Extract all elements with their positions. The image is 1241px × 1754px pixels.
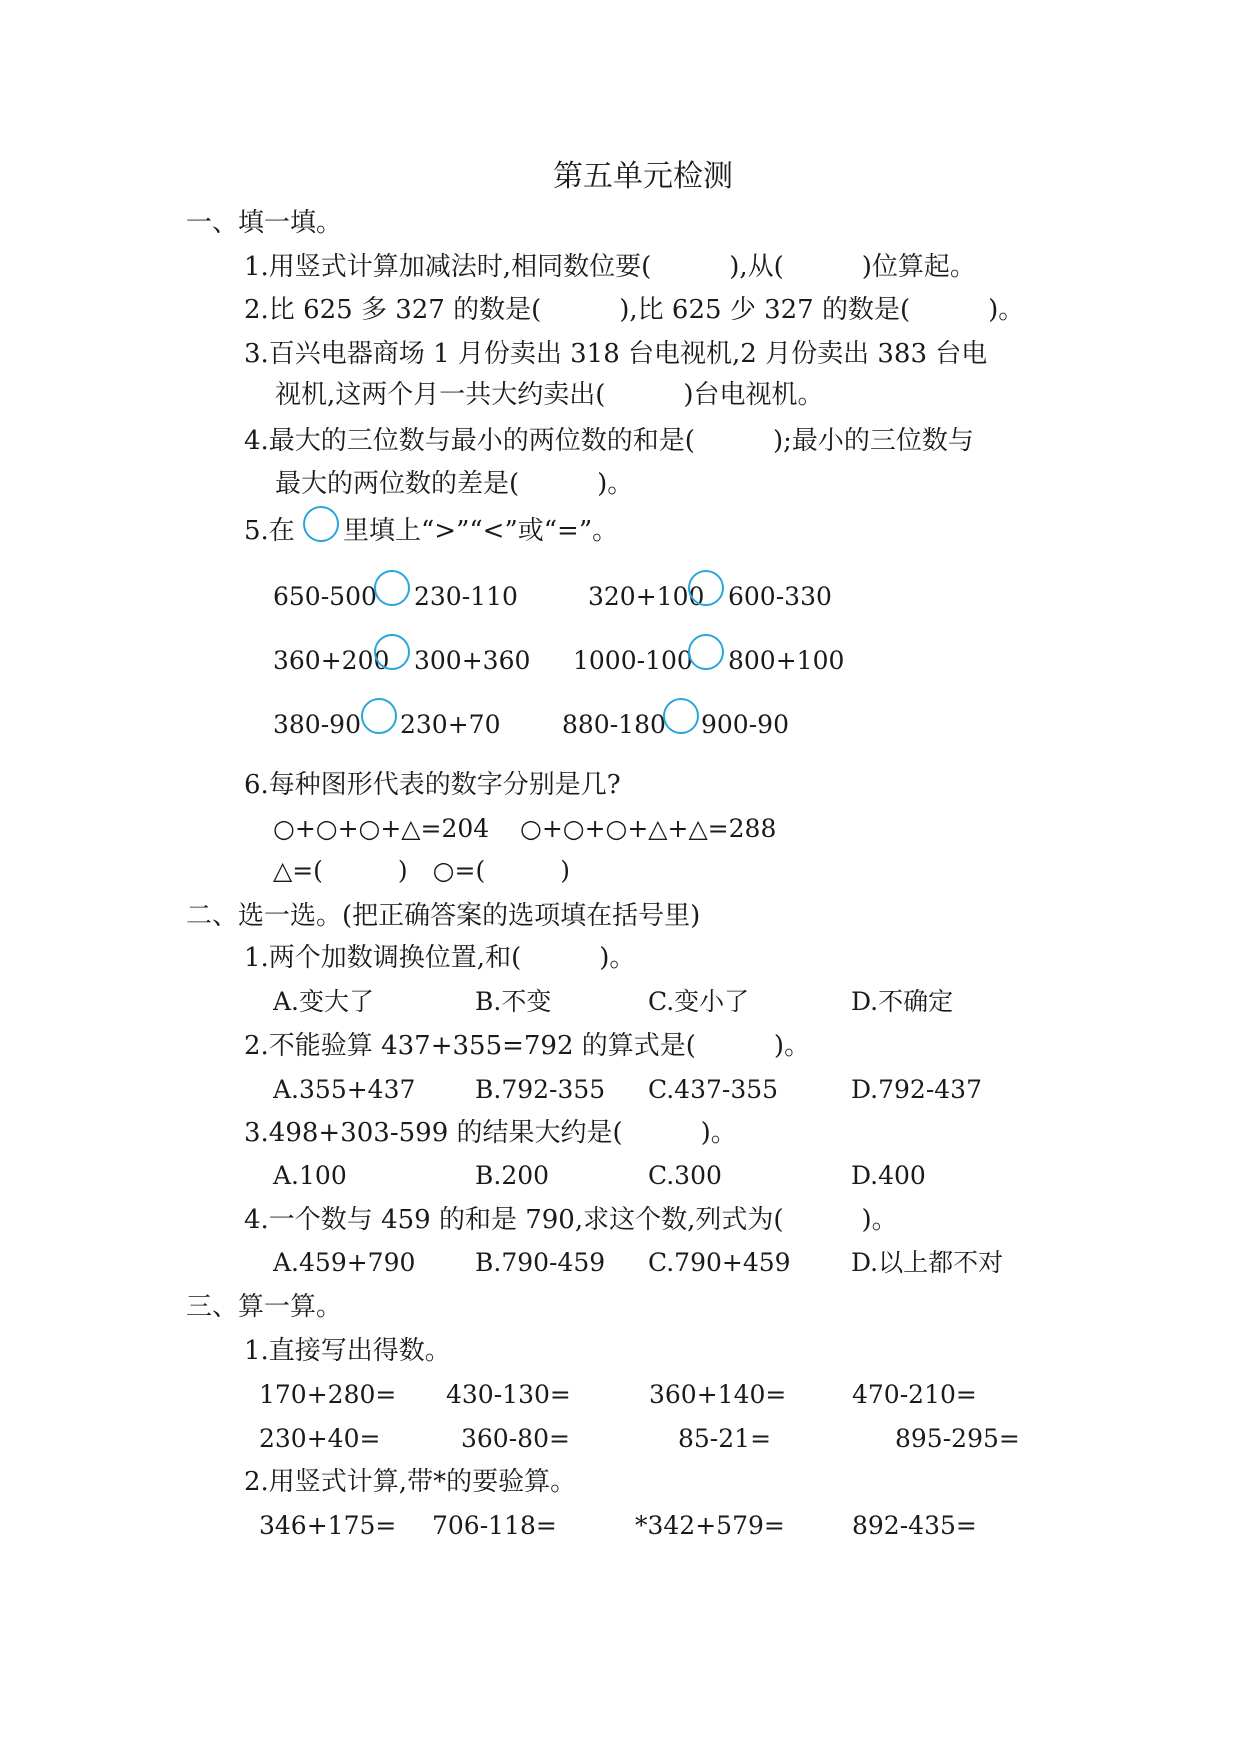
calc-item: 706-118= (432, 1511, 557, 1540)
question-1-2: 2.比 625 多 327 的数是( ),比 625 少 327 的数是( )。 (244, 295, 1025, 325)
choice-option-d[interactable]: D.792-437 (851, 1075, 982, 1104)
compare-right: 230+70 (400, 710, 501, 739)
choice-option-a[interactable]: A.355+437 (273, 1075, 416, 1104)
compare-right: 600-330 (728, 582, 832, 611)
choice-question-3: 3.498+303-599 的结果大约是( )。 (244, 1118, 737, 1148)
compare-left: 380-90 (273, 710, 361, 739)
choice-option-c[interactable]: C.变小了 (648, 987, 750, 1016)
compare-blank-circle[interactable] (374, 570, 410, 606)
compare-right: 800+100 (728, 646, 845, 675)
question-1-3-line2: 视机,这两个月一共大约卖出( )台电视机。 (275, 380, 824, 410)
question-1-5-suffix: 里填上“>”“<”或“=”。 (343, 516, 619, 546)
compare-left: 320+100 (588, 582, 705, 611)
choice-option-a[interactable]: A.459+790 (273, 1248, 416, 1277)
compare-left: 880-180 (562, 710, 666, 739)
section-3-heading: 三、算一算。 (186, 1292, 343, 1322)
choice-option-b[interactable]: B.不变 (475, 987, 552, 1016)
choice-question-4: 4.一个数与 459 的和是 790,求这个数,列式为( )。 (244, 1205, 898, 1235)
calc-item: 360+140= (649, 1380, 787, 1409)
choice-option-b[interactable]: B.790-459 (475, 1248, 606, 1277)
question-1-4-line2: 最大的两位数的差是( )。 (275, 469, 634, 499)
calc-question-1: 1.直接写出得数。 (244, 1336, 451, 1366)
choice-option-c[interactable]: C.300 (648, 1161, 722, 1190)
choice-question-1: 1.两个加数调换位置,和( )。 (244, 943, 636, 973)
shape-equation-2: ○+○+○+△+△=288 (520, 814, 777, 843)
choice-option-b[interactable]: B.200 (475, 1161, 550, 1190)
question-1-4-line1: 4.最大的三位数与最小的两位数的和是( );最小的三位数与 (244, 426, 974, 456)
calc-item: 895-295= (895, 1424, 1020, 1453)
choice-option-d[interactable]: D.以上都不对 (851, 1248, 1004, 1277)
choice-option-d[interactable]: D.不确定 (851, 987, 954, 1016)
calc-item: 430-130= (446, 1380, 571, 1409)
choice-question-2: 2.不能验算 437+355=792 的算式是( )。 (244, 1031, 811, 1061)
compare-blank-circle[interactable] (374, 634, 410, 670)
calc-item: 85-21= (678, 1424, 772, 1453)
calc-item: 360-80= (461, 1424, 570, 1453)
choice-option-c[interactable]: C.790+459 (648, 1248, 791, 1277)
choice-option-b[interactable]: B.792-355 (475, 1075, 606, 1104)
calc-item: 170+280= (259, 1380, 397, 1409)
compare-blank-circle[interactable] (361, 698, 397, 734)
section-2-heading: 二、选一选。(把正确答案的选项填在括号里) (186, 901, 701, 931)
compare-blank-circle[interactable] (663, 698, 699, 734)
choice-option-a[interactable]: A.100 (273, 1161, 347, 1190)
compare-blank-circle[interactable] (688, 570, 724, 606)
compare-left: 1000-100 (573, 646, 693, 675)
calc-item: 892-435= (852, 1511, 977, 1540)
question-1-6: 6.每种图形代表的数字分别是几? (244, 770, 621, 800)
choice-option-d[interactable]: D.400 (851, 1161, 926, 1190)
compare-right: 300+360 (414, 646, 531, 675)
question-1-3-line1: 3.百兴电器商场 1 月份卖出 318 台电视机,2 月份卖出 383 台电 (244, 339, 988, 369)
section-1-heading: 一、填一填。 (186, 208, 343, 238)
shape-equation-1: ○+○+○+△=204 (273, 814, 490, 843)
choice-option-c[interactable]: C.437-355 (648, 1075, 779, 1104)
compare-blank-circle[interactable] (688, 634, 724, 670)
calc-item: 230+40= (259, 1424, 381, 1453)
page-title: 第五单元检测 (553, 159, 733, 194)
question-1-1: 1.用竖式计算加减法时,相同数位要( ),从( )位算起。 (244, 252, 976, 282)
calc-item: *342+579= (635, 1511, 785, 1540)
compare-left: 360+200 (273, 646, 390, 675)
compare-right: 230-110 (414, 582, 518, 611)
calc-question-2: 2.用竖式计算,带*的要验算。 (244, 1467, 577, 1497)
compare-circle-icon (303, 506, 339, 542)
compare-right: 900-90 (701, 710, 789, 739)
shape-answers: △=( ) ○=( ) (273, 856, 570, 885)
choice-option-a[interactable]: A.变大了 (273, 987, 375, 1016)
calc-item: 470-210= (852, 1380, 977, 1409)
compare-left: 650-500 (273, 582, 377, 611)
calc-item: 346+175= (259, 1511, 397, 1540)
question-1-5-prefix: 5.在 (244, 516, 295, 546)
